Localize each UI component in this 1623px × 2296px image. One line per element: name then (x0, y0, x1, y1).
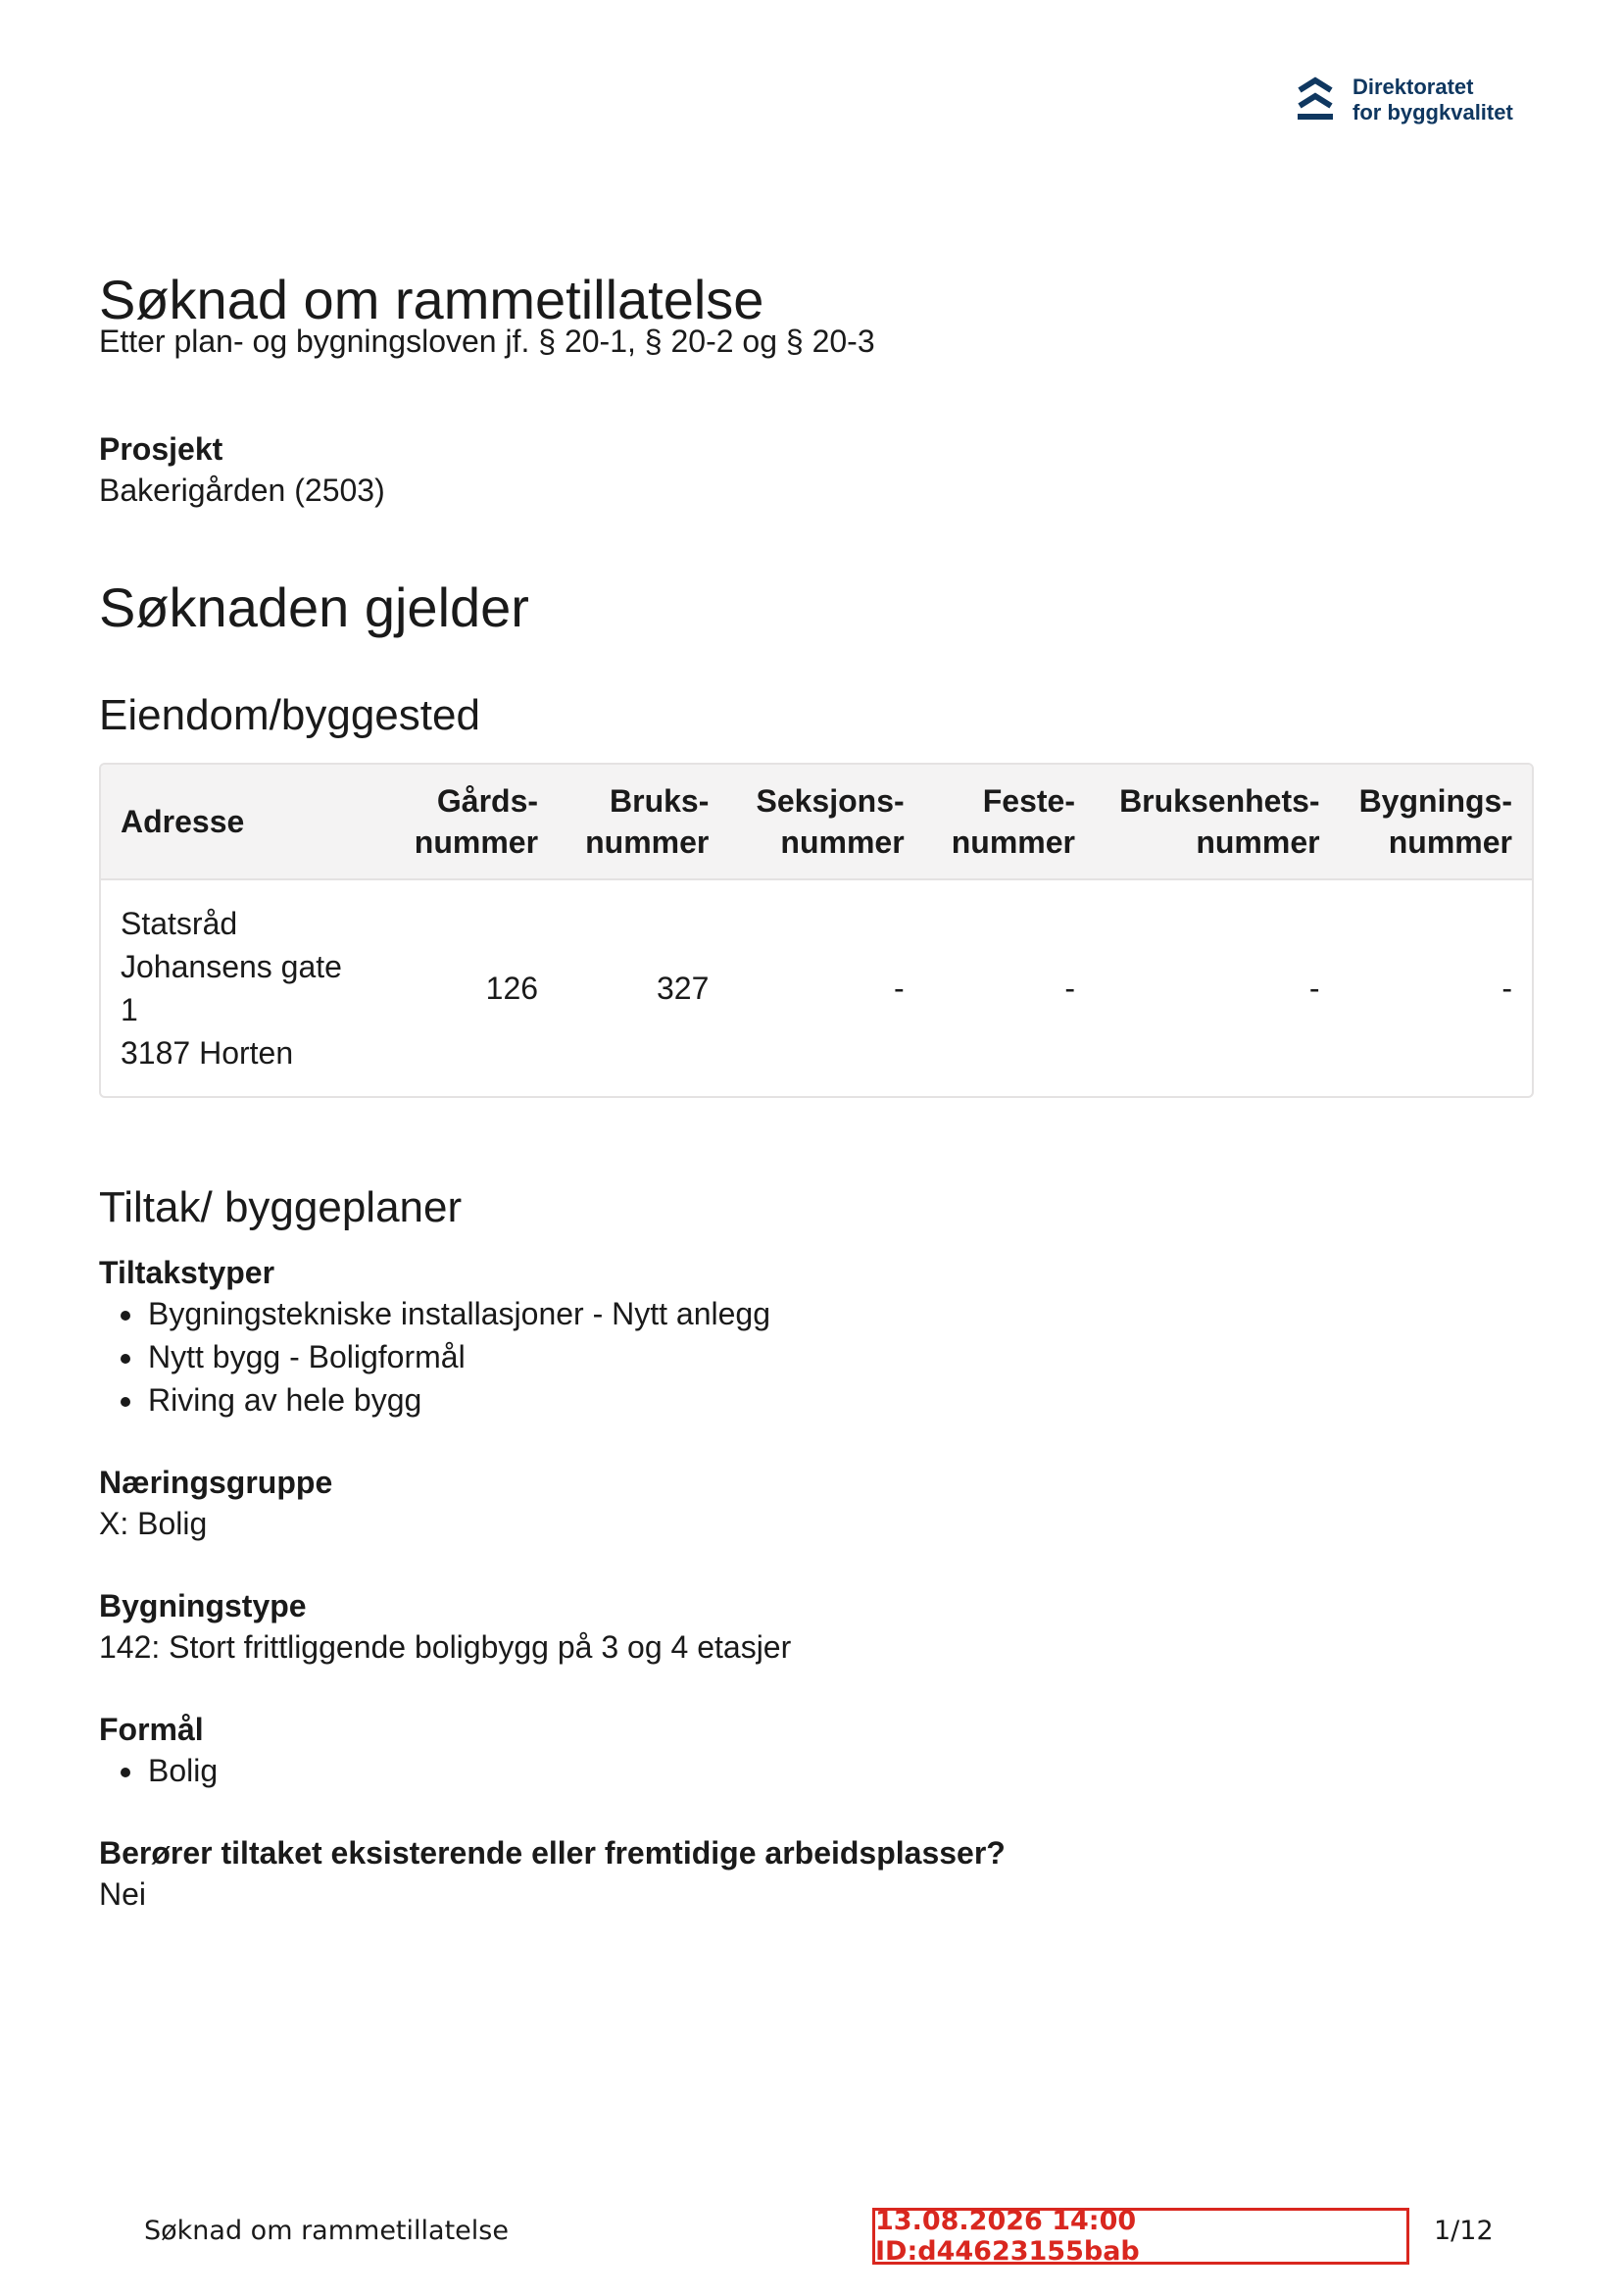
dibk-logo (1296, 75, 1513, 125)
naeringsgruppe-value: X: Bolig (99, 1506, 208, 1541)
cell-address: Statsråd Johansens gate 1 3187 Horten (121, 906, 342, 1071)
list-item: • Nytt bygg - Boligformål (146, 1335, 1534, 1378)
bygningstype-value: 142: Stort frittliggende boligbygg på 3 og 4 etasjer (99, 1629, 792, 1665)
arbeidsplasser-label: Berører tiltaket eksisterende eller fremtidige arbeidsplasser? (99, 1835, 1006, 1871)
bygningstype-label: Bygningstype (99, 1588, 307, 1623)
header-address: Adresse (101, 765, 387, 879)
cell-gardsnummer: 126 (485, 971, 539, 1006)
logo-text (1352, 75, 1513, 125)
cell-bruksenhetsnummer: - (1308, 971, 1320, 1006)
header-gardsnummer: Gårds- nummer (387, 765, 558, 879)
naeringsgruppe-label: Næringsgruppe (99, 1465, 333, 1500)
list-item: • Riving av hele bygg (146, 1378, 1534, 1422)
document-body (99, 271, 1534, 1916)
cell-bruksnummer: 327 (656, 971, 710, 1006)
page-number: 1/12 (1434, 2216, 1494, 2246)
project-value: Bakerigården (2503) (99, 473, 385, 508)
header-festenummer: Feste- nummer (924, 765, 1095, 879)
cell-festenummer: - (1064, 971, 1075, 1006)
timestamp-stamp: 13.08.2026 14:00 ID:d44623155bab (872, 2208, 1409, 2265)
table-header-row (101, 765, 1532, 879)
table-row (101, 879, 1532, 1096)
document-title: Søknad om rammetillatelse (99, 269, 764, 330)
dibk-logo-icon (1296, 76, 1335, 124)
project-label: Prosjekt (99, 431, 223, 467)
property-title: Eiendom/byggested (99, 691, 480, 739)
tiltakstyper-list (99, 1292, 1534, 1422)
logo-line-1: Direktoratet (1352, 75, 1474, 99)
header-bygningsnummer: Bygnings- nummer (1340, 765, 1532, 879)
header-seksjonsnummer: Seksjons- nummer (728, 765, 923, 879)
footer-document-name: Søknad om rammetillatelse (144, 2216, 509, 2246)
property-table (99, 763, 1534, 1098)
logo-line-2: for byggkvalitet (1352, 100, 1513, 125)
arbeidsplasser-value: Nei (99, 1876, 147, 1912)
header-bruksenhetsnummer: Bruksenhets- nummer (1095, 765, 1340, 879)
list-item: • Bygningstekniske installasjoner - Nytt anlegg (146, 1292, 1534, 1335)
formal-list (99, 1749, 1534, 1792)
header-bruksnummer: Bruks- nummer (558, 765, 728, 879)
document-subtitle: Etter plan- og bygningsloven jf. § 20-1, § 20-2 og § 20-3 (99, 324, 875, 359)
tiltakstyper-label: Tiltakstyper (99, 1255, 275, 1290)
list-item: • Bolig (146, 1749, 1534, 1792)
plans-title: Tiltak/ byggeplaner (99, 1183, 463, 1231)
cell-bygningsnummer: - (1501, 971, 1512, 1006)
formal-label: Formål (99, 1712, 204, 1747)
section-title: Søknaden gjelder (99, 576, 529, 638)
cell-seksjonsnummer: - (894, 971, 905, 1006)
